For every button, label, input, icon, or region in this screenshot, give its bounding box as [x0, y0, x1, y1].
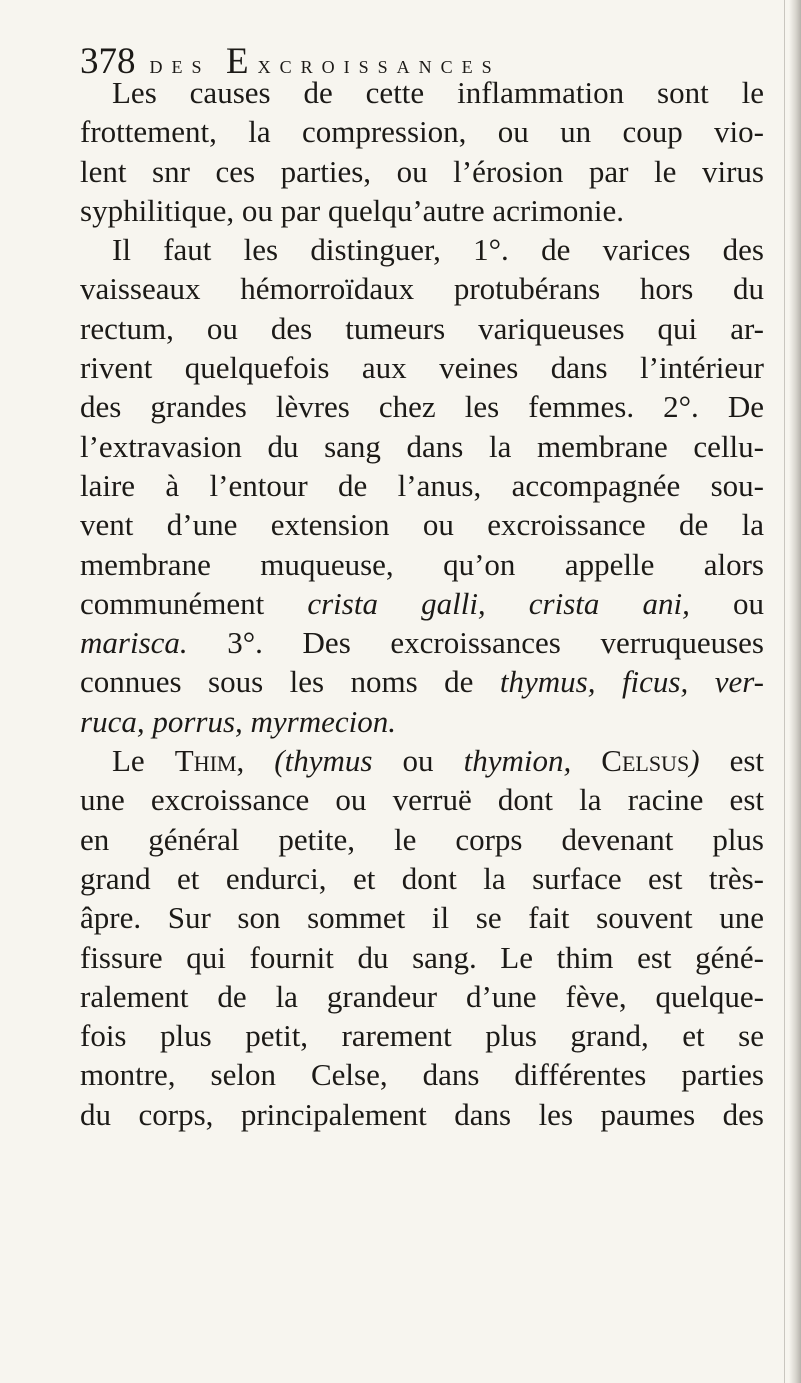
text-italic: (thymus: [274, 743, 373, 779]
text-line: des grandes lèvres chez les femmes. 2°. De: [80, 389, 764, 425]
text-line: grand et endurci, et dont la surface est très-: [80, 860, 764, 896]
text-line: [80, 741, 764, 780]
text-line: rivent quelquefois aux veines dans l’intérieur: [80, 350, 764, 386]
text-line: Les causes de cette inflammation sont le: [112, 75, 764, 110]
text-line: [80, 662, 764, 701]
page-number: 378: [80, 41, 136, 82]
text-roman: ou: [689, 585, 765, 621]
text-roman: connues sous les noms de: [80, 664, 500, 700]
text-italic: thymus, ficus, ver-: [499, 664, 764, 700]
text-line: [80, 623, 764, 662]
text-italic: ruca, porrus, myrmecion.: [80, 703, 396, 739]
text-roman: 3°. Des excroissances verruqueuses: [187, 625, 764, 661]
text-line: [80, 584, 764, 623]
text-line: lent snr ces parties, ou l’érosion par le virus: [80, 153, 764, 189]
text-line: âpre. Sur son sommet il se fait souvent une: [80, 900, 764, 936]
text-italic: ): [689, 743, 700, 779]
text-italic: crista galli, crista ani,: [307, 585, 690, 621]
running-title-capital: E: [226, 41, 258, 82]
text-line: [80, 702, 764, 741]
text-roman: ou: [372, 743, 464, 779]
page-edge-shadow: [789, 0, 801, 1383]
text-line: fissure qui fournit du sang. Le thim est géné-: [80, 939, 764, 975]
text-line: frottement, la compression, ou un coup vio-: [80, 114, 764, 150]
page-edge-line: [784, 0, 785, 1383]
text-line: membrane muqueuse, qu’on appelle alors: [80, 546, 764, 582]
text-line: ralement de la grandeur d’une fève, quelque-: [80, 978, 764, 1014]
body-text: [80, 73, 764, 1134]
text-line: fois plus petit, rarement plus grand, et se: [80, 1018, 764, 1054]
text-roman: est: [699, 743, 765, 779]
text-roman: communément: [80, 585, 308, 621]
text-line: en général petite, le corps devenant plus: [80, 821, 764, 857]
text-line: Il faut les distinguer, 1°. de varices des: [112, 232, 764, 268]
text-line: montre, selon Celse, dans différentes parties: [80, 1057, 764, 1093]
text-line: du corps, principalement dans les paumes des: [80, 1096, 764, 1132]
text-roman: Le: [112, 743, 175, 779]
running-title-part-2: xcroissances: [257, 50, 501, 79]
running-title-part-1: des: [149, 50, 227, 79]
text-roman: ,: [236, 743, 275, 779]
text-line: vent d’une extension ou excroissance de la: [80, 507, 764, 543]
text-line: vaisseaux hémorroïdaux protubérans hors du: [80, 271, 764, 307]
text-line: une excroissance ou verruë dont la racine est: [80, 782, 764, 818]
text-line: l’extravasion du sang dans la membrane cellu-: [80, 428, 764, 464]
text-line: syphilitique, ou par quelqu’autre acrimonie.: [80, 192, 625, 228]
text-line: rectum, ou des tumeurs variqueuses qui ar-: [80, 310, 764, 346]
text-italic: thymion,: [463, 743, 572, 779]
text-smallcaps: Celsus: [571, 743, 690, 779]
text-smallcaps: Thim: [174, 743, 237, 779]
text-line: laire à l’entour de l’anus, accompagnée sou-: [80, 467, 764, 503]
text-italic: marisca.: [80, 625, 188, 661]
